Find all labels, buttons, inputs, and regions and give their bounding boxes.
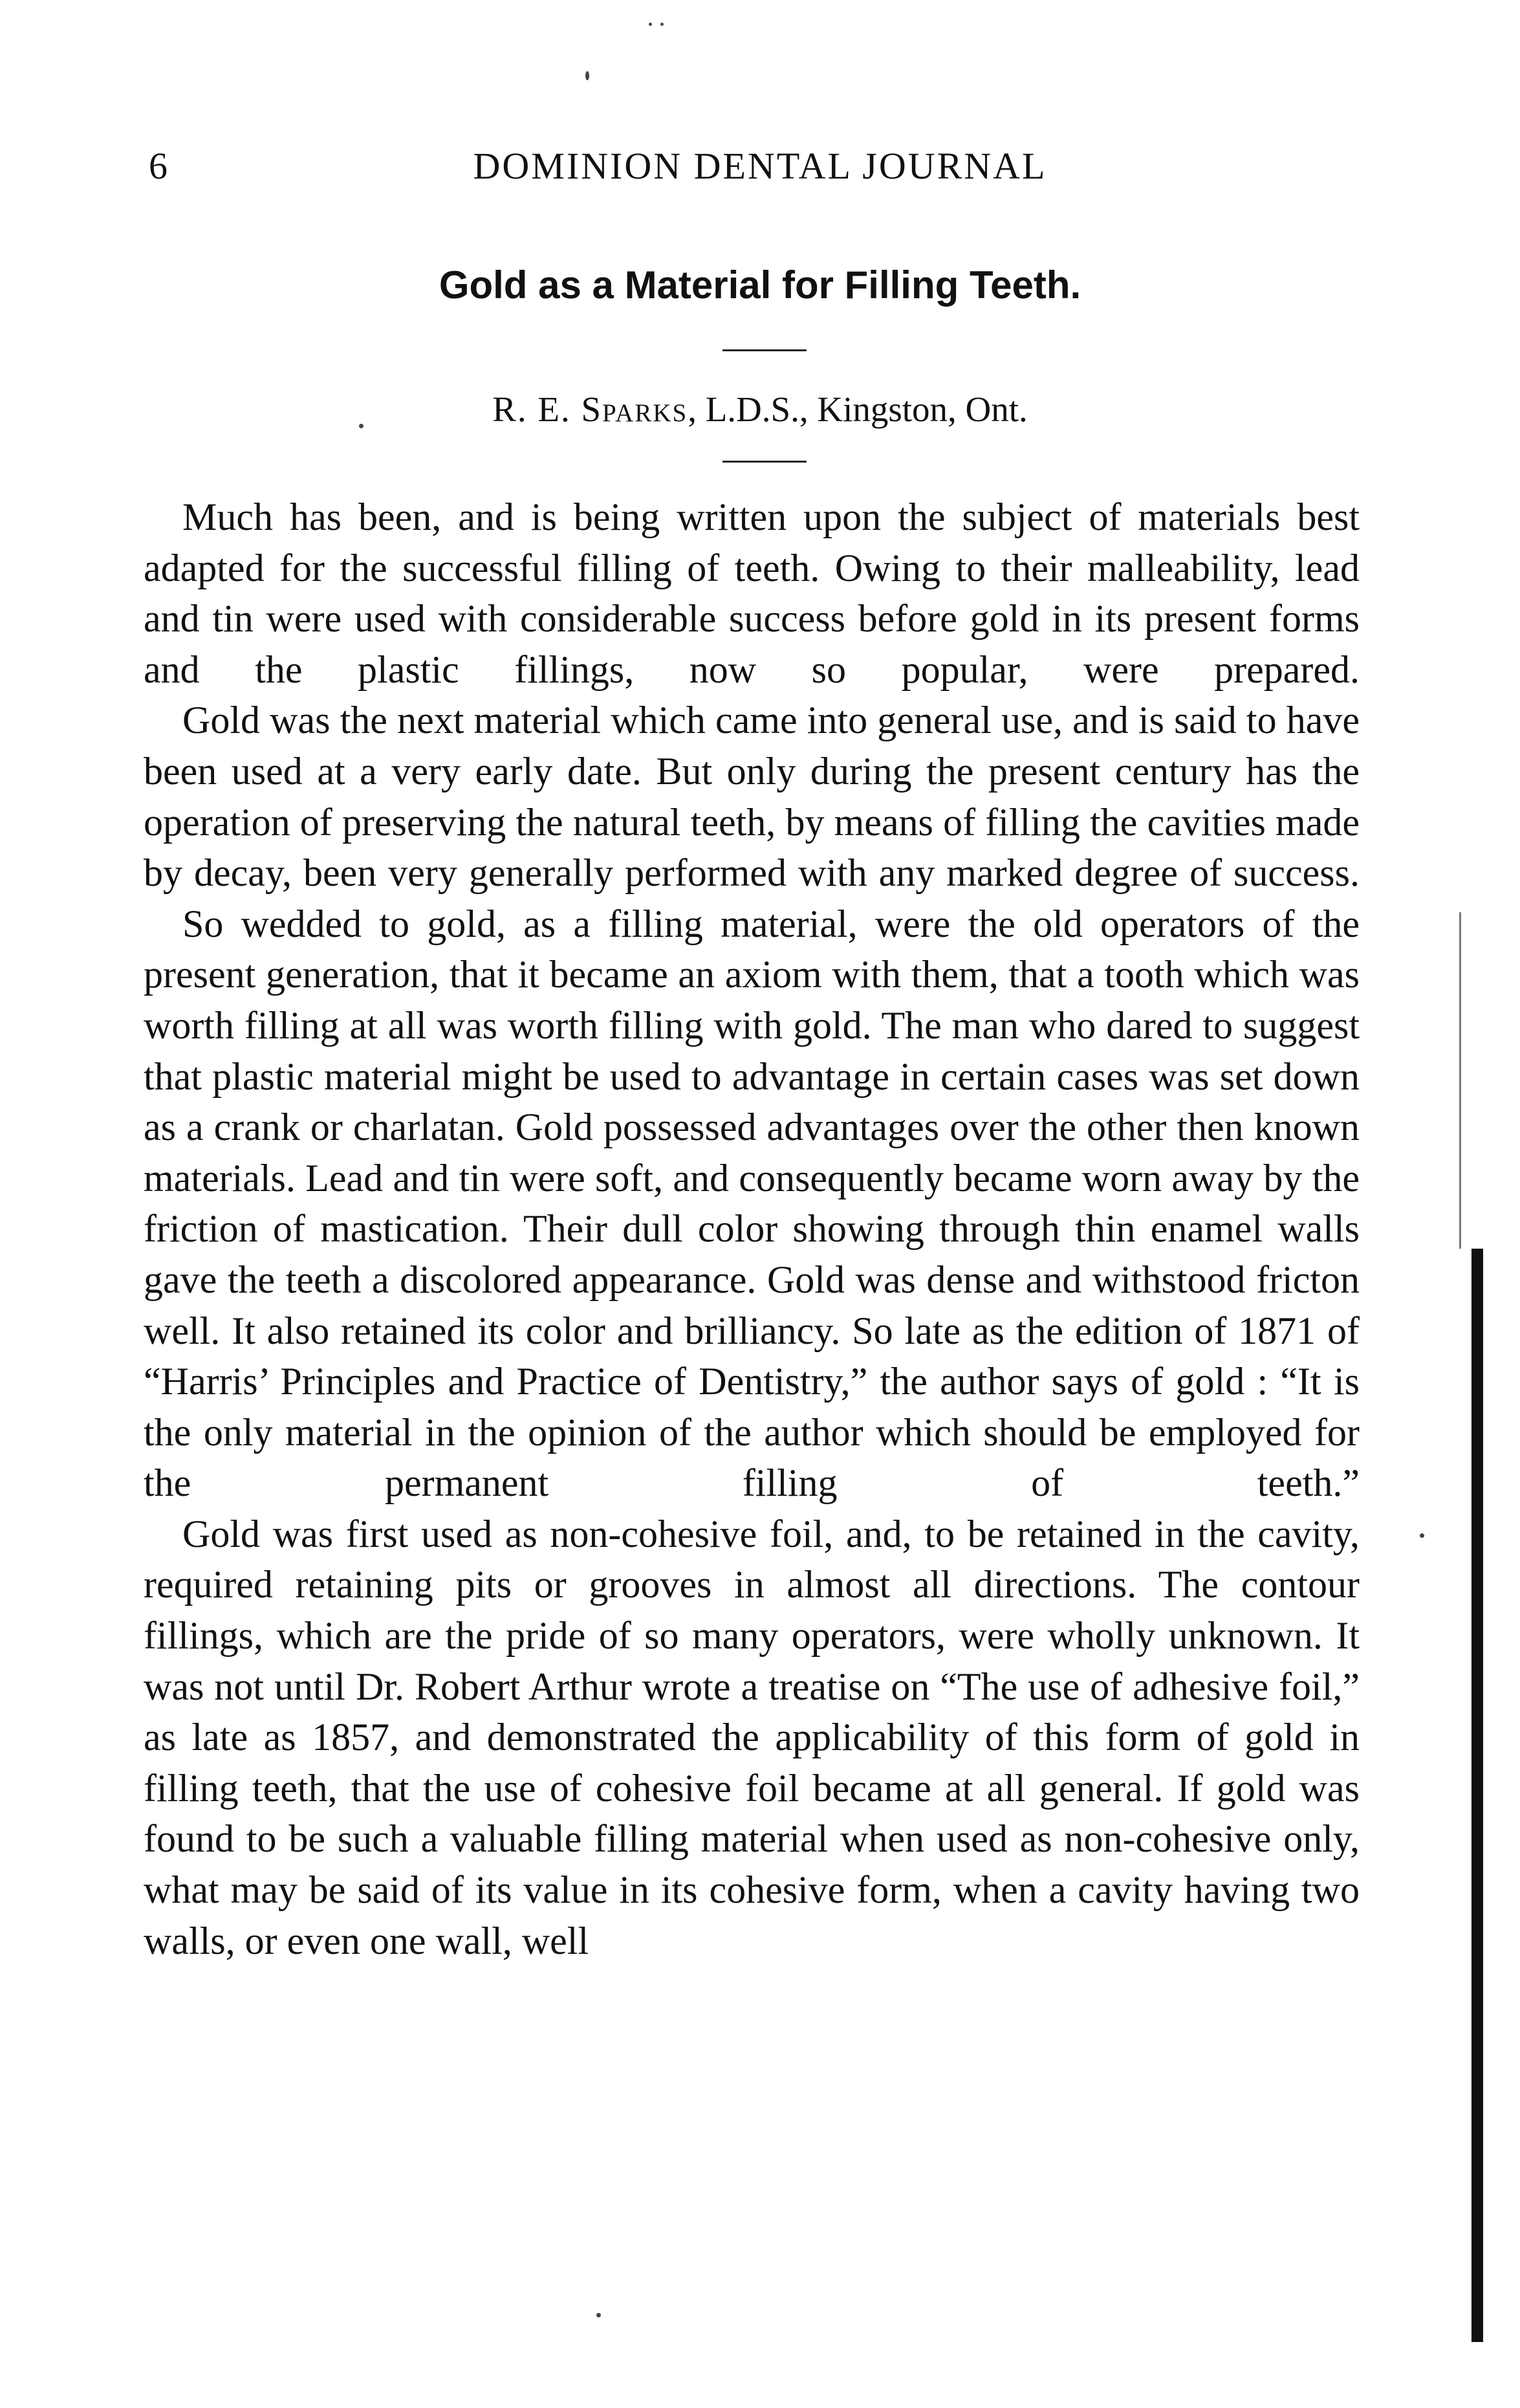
title-rule bbox=[722, 349, 807, 351]
article-title: Gold as a Material for Filling Teeth. bbox=[439, 263, 1081, 307]
article-body bbox=[144, 492, 1360, 1966]
paragraph-1: Much has been, and is being written upon the subject of materials best adapted for the successful filling of teeth. Owing to their malleability, lead and tin were used with considerable success before gold in its present forms and the plastic fillings, now so popular, were prepared. bbox=[144, 496, 1360, 691]
page-number: 6 bbox=[149, 145, 168, 187]
running-head: DOMINION DENTAL JOURNAL bbox=[473, 145, 1047, 187]
paragraph-2: Gold was the next material which came into general use, and is said to have been used at a very early date. But only during the present century has the operation of preserving the natural teeth, by means of filling the cavities made by decay, been very generally performed with any marked degree of success. bbox=[144, 699, 1360, 895]
author-name: R. E. Sparks bbox=[492, 389, 688, 429]
byline bbox=[0, 388, 1520, 431]
scan-edge-shadow bbox=[1471, 1249, 1483, 2342]
author-credentials: , L.D.S., Kingston, Ont. bbox=[688, 389, 1028, 429]
scan-speck bbox=[585, 71, 589, 80]
paragraph-3: So wedded to gold, as a filling material, were the old operators of the present generation, that it became an axiom with them, that a tooth which was worth filling at all was worth filling with gold. The man who dared to suggest that plastic material might be used to advantage in certain cases was set down as a crank or charlatan. Gold possessed advantages over the other then known materials. Lead and tin were soft, and consequently became worn away by the friction of mastication. Their dull color showing through thin enamel walls gave the teeth a discolored appearance. Gold was dense and withstood fricton well. It also retained its color and brilliancy. So late as the edition of 1871 of “Harris’ Principles and Practice of Dentistry,” the author says of gold : “It is the only material in the opinion of the author which should be employed for the permanent filling of teeth.” bbox=[144, 902, 1360, 1505]
scan-speck bbox=[359, 424, 364, 428]
scan-speck bbox=[1420, 1533, 1424, 1538]
paragraph-4: Gold was first used as non-cohesive foil, and, to be retained in the cavity, required retaining pits or grooves in almost all directions. The contour fillings, which are the pride of so many operators, were wholly unknown. It was not until Dr. Robert Arthur wrote a treatise on “The use of adhesive foil,” as late as 1857, and demonstrated the applicability of this form of gold in filling teeth, that the use of cohesive foil became at all general. If gold was found to be such a valuable filling material when used as non-cohesive only, what may be said of its value in its cohesive form, when a cavity having two walls, or even one wall, well bbox=[144, 1512, 1360, 1962]
scan-speck bbox=[596, 2313, 601, 2317]
byline-rule bbox=[722, 461, 807, 463]
scan-speck bbox=[660, 23, 664, 26]
scan-speck bbox=[649, 23, 652, 26]
scan-edge-line bbox=[1459, 912, 1461, 1249]
